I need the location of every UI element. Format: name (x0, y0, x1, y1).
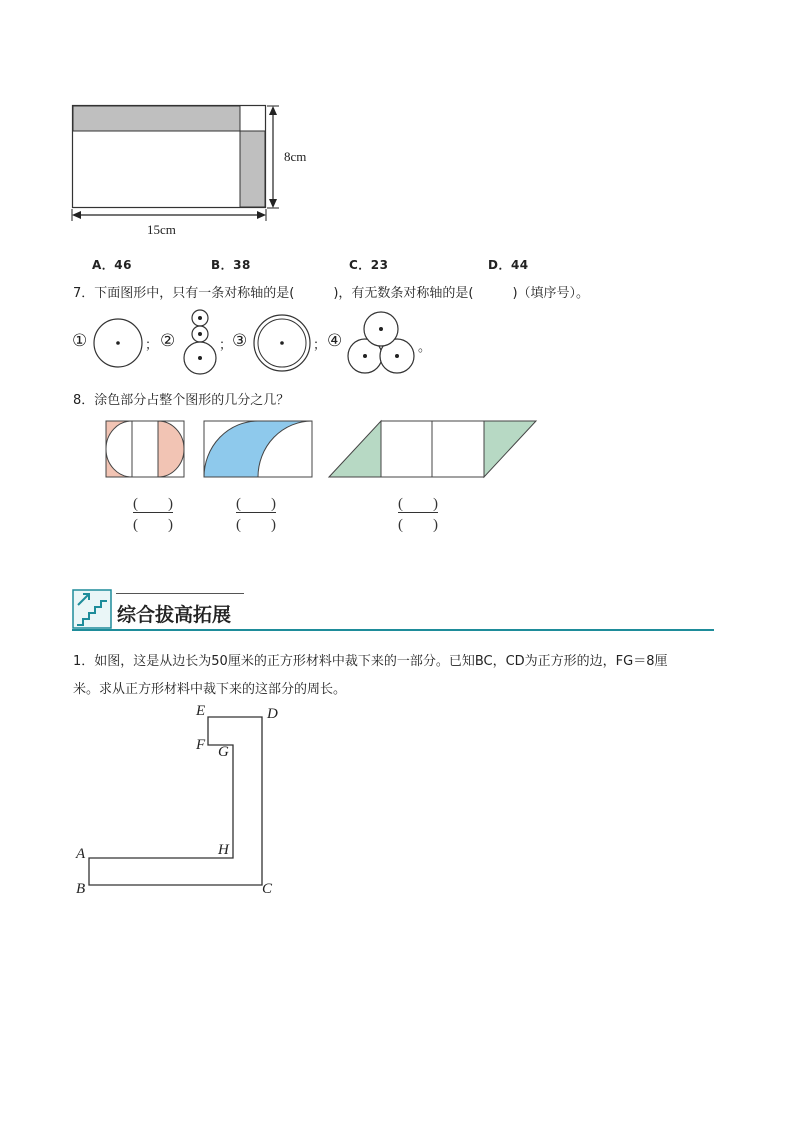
separator-1: ； (145, 338, 159, 353)
fraction-a-denominator[interactable]: ( ) (133, 517, 173, 533)
problem7-question: 7．下面图形中，只有一条对称轴的是( )，有无数条对称轴的是( )（填序号）。 (73, 286, 590, 301)
fraction-figures (100, 415, 545, 485)
point-h-label: H (218, 842, 229, 858)
point-a-label: A (76, 846, 86, 862)
right-shaded-strip (240, 131, 265, 207)
fraction-a-numerator[interactable]: ( ) (133, 496, 173, 512)
left-green-triangle (329, 421, 381, 477)
cut-shape-figure (80, 705, 280, 900)
separator-2: ； (219, 338, 233, 353)
cut-shape-outline (89, 717, 262, 885)
height-label: 8cm (284, 149, 307, 164)
figure-b-arc-region (204, 421, 312, 477)
point-b-label: B (76, 881, 86, 897)
problem8-question: 8．涂色部分占整个图形的几分之几？ (73, 393, 290, 408)
figure-1-circle (94, 319, 142, 367)
figure-c-parallelogram (329, 421, 536, 477)
problem1-text-line1: 1．如图，这是从边长为50厘米的正方形材料中裁下来的一部分。已知BC，CD为正方形的边，FG＝8厘 (73, 654, 668, 669)
option-b[interactable]: B．38 (211, 258, 251, 272)
option-a[interactable]: A．46 (92, 258, 132, 272)
fraction-c-numerator[interactable]: ( ) (398, 496, 438, 512)
separator-3: ； (313, 338, 327, 353)
point-e-label: E (196, 703, 206, 719)
section-title: 综合拔高拓展 (117, 604, 232, 626)
figure-a-semicircles (106, 421, 184, 477)
point-g-label: G (218, 744, 229, 760)
figure-2-stacked-circles (184, 310, 216, 374)
problem1-text-line2: 米。求从正方形材料中裁下来的这部分的周长。 (73, 682, 347, 697)
point-c-label: C (262, 881, 273, 897)
label-4: ④ (327, 331, 343, 351)
point-d-label: D (267, 706, 278, 722)
label-2: ② (160, 331, 176, 351)
rectangle-figure (60, 98, 330, 243)
section-top-line (116, 593, 244, 594)
symmetry-figures (85, 305, 425, 380)
label-3: ③ (232, 331, 248, 351)
point-f-label: F (196, 737, 206, 753)
width-label: 15cm (147, 222, 176, 237)
fraction-b-numerator[interactable]: ( ) (236, 496, 276, 512)
fraction-c-denominator[interactable]: ( ) (398, 517, 438, 533)
end-mark: 。 (418, 340, 432, 355)
top-shaded-strip (73, 106, 240, 131)
section-underline (72, 629, 714, 631)
figure-3-concentric-circles (254, 315, 310, 371)
stairs-icon (72, 589, 112, 629)
label-1: ① (72, 331, 88, 351)
option-c[interactable]: C．23 (349, 258, 389, 272)
option-d[interactable]: D．44 (488, 258, 529, 272)
right-green-triangle (484, 421, 536, 477)
fraction-b-denominator[interactable]: ( ) (236, 517, 276, 533)
figure-4-triangle-circles (348, 312, 414, 373)
